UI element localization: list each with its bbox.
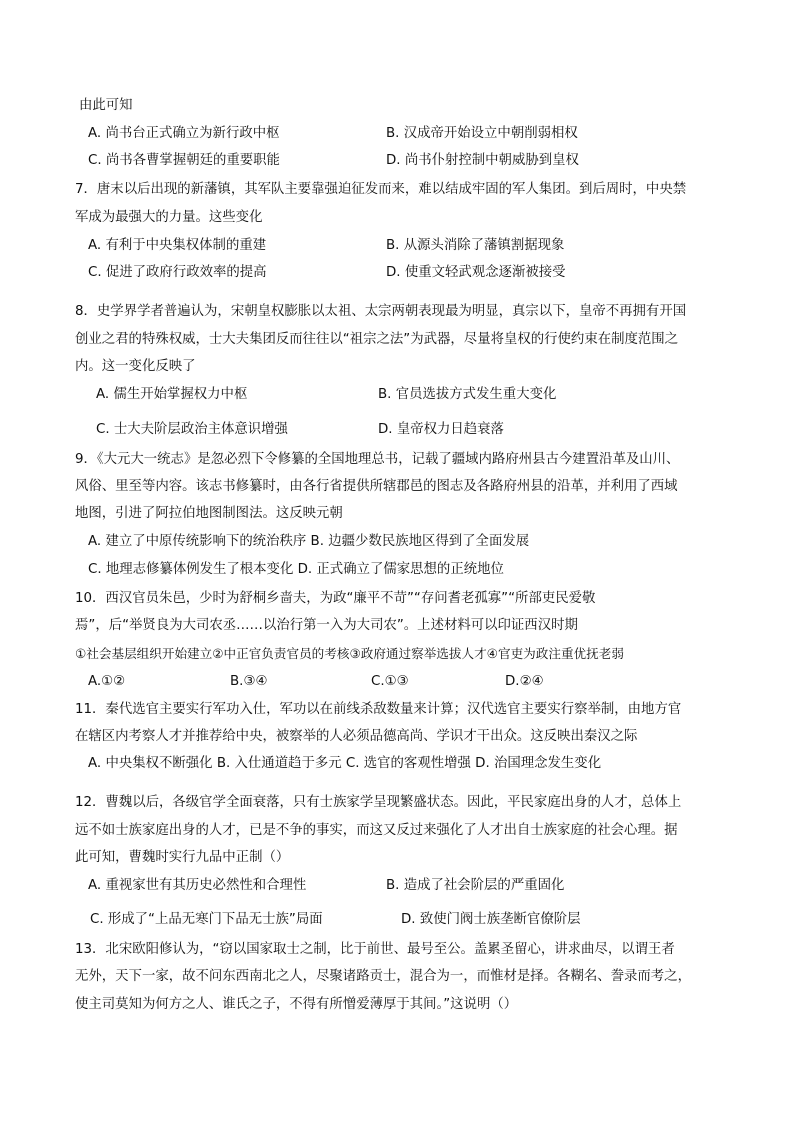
q12-stem-line1: 12．曹魏以后，各级官学全面衰落，只有士族家学呈现繁盛状态。因此，平民家庭出身的人才，总体上 xyxy=(75,795,682,810)
q10-statement-list: ①社会基层组织开始建立②中正官负责官员的考核③政府通过察举选拔人才④官吏为政注重优抚老弱 xyxy=(75,646,624,661)
q7-option-a: A. 有利于中央集权体制的重建 xyxy=(88,238,267,253)
q10-option-a: A.①② xyxy=(88,674,126,689)
q9-stem-line2: 风俗、里至等内容。该志书修纂时，由各行省提供所辖郡邑的图志及各路府州县的沿革，并利用了西域 xyxy=(75,479,678,494)
q8-option-d: D. 皇帝权力日趋衰落 xyxy=(378,422,504,437)
q12-option-d: D. 致使门阀士族垄断官僚阶层 xyxy=(401,912,581,927)
q10-option-d: D.②④ xyxy=(505,674,544,689)
q11-options: A. 中央集权不断强化 B. 入仕通道趋于多元 C. 选官的客观性增强 D. 治国理念发生变化 xyxy=(88,756,602,771)
q9-options-cd: C. 地理志修纂体例发生了根本变化 D. 正式确立了儒家思想的正统地位 xyxy=(88,562,504,577)
q7-stem-line2: 军成为最强大的力量。这些变化 xyxy=(75,210,263,225)
q9-stem-line3: 地图，引进了阿拉伯地图制图法。这反映元朝 xyxy=(75,506,343,521)
q12-option-b: B. 造成了社会阶层的严重固化 xyxy=(386,878,565,893)
q8-stem-line1: 8．史学界学者普遍认为，宋朝皇权膨胀以太祖、太宗两朝表现最为明显，真宗以下，皇帝不再拥有开国 xyxy=(75,304,687,319)
q13-stem-line3: 使主司莫知为何方之人、谁氏之子，不得有所憎爱薄厚于其间。”这说明（） xyxy=(75,997,518,1012)
q8-stem-line3: 内。这一变化反映了 xyxy=(75,359,196,374)
q6-option-d: D. 尚书仆射控制中朝威胁到皇权 xyxy=(386,153,579,168)
q6-option-c: C. 尚书各曹掌握朝廷的重要职能 xyxy=(88,153,280,168)
q7-option-c: C. 促进了政府行政效率的提高 xyxy=(88,265,267,280)
q8-option-b: B. 官员选拔方式发生重大变化 xyxy=(378,387,557,402)
q12-stem-line3: 此可知，曹魏时实行九品中正制（） xyxy=(75,850,290,865)
q11-stem-line1: 11．秦代选官主要实行军功入仕，军功以在前线杀敌数量来计算；汉代选官主要实行察举制，由地方官 xyxy=(75,702,682,717)
q13-stem-line2: 无外，天下一家，故不问东西南北之人，尽聚诸路贡士，混合为一，而惟材是择。各糊名、誊录而考之， xyxy=(75,969,691,984)
q6-option-a: A. 尚书台正式确立为新行政中枢 xyxy=(88,126,280,141)
q12-option-c: C. 形成了“上品无寒门下品无士族”局面 xyxy=(90,912,323,927)
q7-stem-line1: 7．唐末以后出现的新藩镇，其军队主要靠强迫征发而来，难以结成牢固的军人集团。到后周时，中央禁 xyxy=(75,182,687,197)
q10-option-c: C.①③ xyxy=(371,674,409,689)
q9-options-ab: A. 建立了中原传统影响下的统治秩序 B. 边疆少数民族地区得到了全面发展 xyxy=(88,534,530,549)
q9-stem-line1: 9．《大元大一统志》是忽必烈下令修纂的全国地理总书，记载了疆域内路府州县古今建置沿革及山川、 xyxy=(75,452,680,467)
q13-stem-line1: 13．北宋欧阳修认为，“窃以国家取士之制，比于前世、最号至公。盖累圣留心，讲求曲尽，以谓王者 xyxy=(75,942,675,957)
q12-stem-line2: 远不如士族家庭出身的人才，已是不争的事实，而这又反过来强化了人才出自士族家庭的社会心理。据 xyxy=(75,823,678,838)
q6-stem-tail: 由此可知 xyxy=(79,98,133,113)
q12-option-a: A. 重视家世有其历史必然性和合理性 xyxy=(88,878,307,893)
q8-option-a: A. 儒生开始掌握权力中枢 xyxy=(96,387,248,402)
q8-option-c: C. 士大夫阶层政治主体意识增强 xyxy=(96,422,288,437)
q10-stem-line2: 焉”，后“举贤良为大司农丞……以治行第一入为大司农”。上述材料可以印证西汉时期 xyxy=(75,618,578,633)
q8-stem-line2: 创业之君的特殊权威，士大夫集团反而往往以“祖宗之法”为武器，尽量将皇权的行使约束在制度范围之 xyxy=(75,332,679,347)
q11-stem-line2: 在辖区内考察人才并推荐给中央，被察举的人必须品德高尚、学识才干出众。这反映出秦汉之际 xyxy=(75,729,638,744)
q6-option-b: B. 汉成帝开始设立中朝削弱相权 xyxy=(386,126,578,141)
q10-stem-line1: 10．西汉官员朱邑，少时为舒桐乡啬夫，为政“廉平不苛”“存问耆老孤寡”“所部吏民爱敬 xyxy=(75,591,596,606)
q7-option-d: D. 使重文轻武观念逐渐被接受 xyxy=(386,265,566,280)
q7-option-b: B. 从源头消除了藩镇割据现象 xyxy=(386,238,565,253)
q10-option-b: B.③④ xyxy=(230,674,268,689)
